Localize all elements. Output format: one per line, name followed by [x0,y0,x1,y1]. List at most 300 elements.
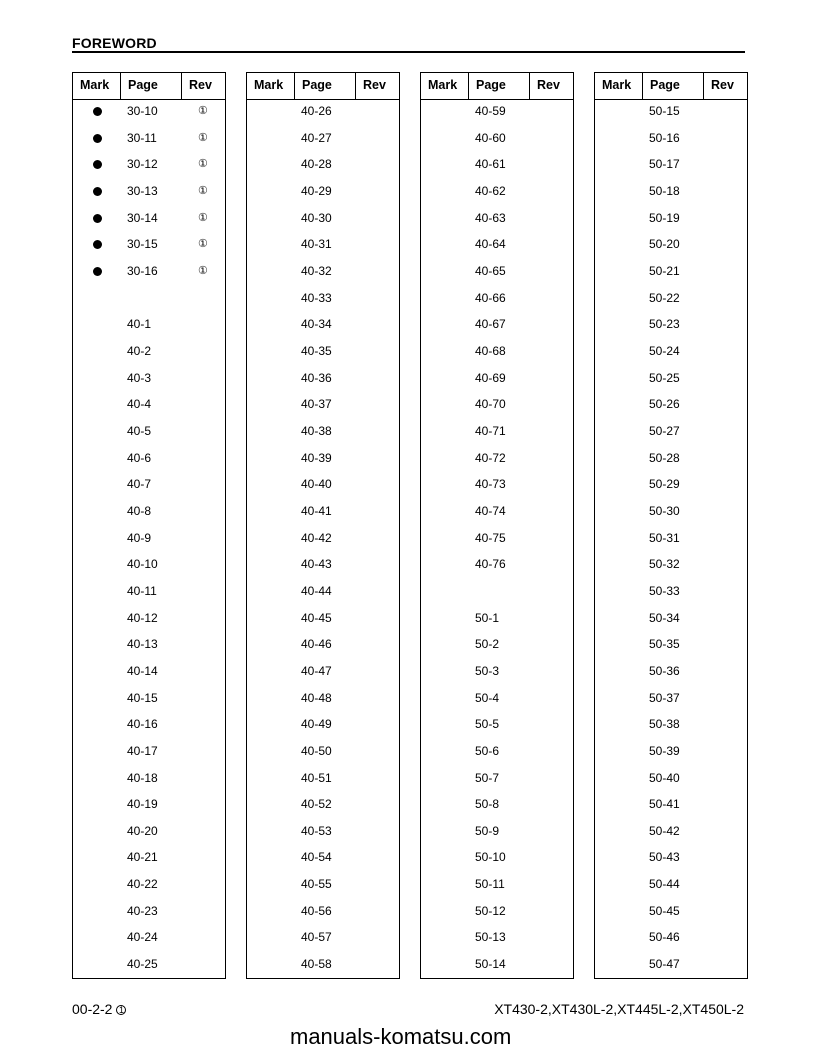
page-cell: 40-22 [127,877,158,892]
header-page: Page [643,73,704,99]
table-row [73,129,225,149]
page-cell: 40-59 [475,104,506,118]
page-cell: 30-12 [127,157,158,172]
table-row [73,955,225,975]
page-cell: 50-13 [475,930,506,945]
table-row [73,662,225,682]
page-cell: 50-8 [475,797,500,812]
page-cell: 40-11 [127,583,157,598]
table-row [247,848,399,868]
page-cell: 30-11 [127,130,157,145]
page-cell: 50-41 [649,797,680,812]
page-cell: 50-42 [649,823,680,838]
table-row [73,822,225,842]
table-row [421,689,573,709]
table-row [421,769,573,789]
table-row [247,715,399,735]
page-cell: 50-38 [649,717,680,732]
table-row [73,209,225,229]
page-cell: 40-15 [127,690,158,705]
page-cell: 40-67 [475,317,506,332]
table-row [247,742,399,762]
table-row [247,102,399,122]
table-row [595,742,747,762]
page-cell: 30-15 [127,237,158,252]
table-row [73,529,225,549]
table-row [247,902,399,922]
table-row [247,928,399,948]
table-row [247,795,399,815]
page-cell: 40-61 [475,157,506,172]
page-cell: 40-34 [301,317,332,332]
table-row [421,955,573,975]
table-row [421,635,573,655]
page-cell: 40-16 [127,717,158,732]
table-row [73,289,225,309]
page-cell: 40-21 [127,850,158,865]
table-row [595,848,747,868]
rev-cell: ① [198,211,208,224]
table-row [73,422,225,442]
page-cell: 40-32 [301,263,332,278]
header-mark: Mark [247,73,295,99]
table-row [595,715,747,735]
watermark: manuals-komatsu.com [290,1024,512,1049]
page-cell: 50-7 [475,770,500,785]
page-cell: 50-9 [475,823,500,838]
table-row [595,662,747,682]
table-row [73,182,225,202]
page-cell: 40-58 [301,957,332,972]
table-row [73,742,225,762]
header-page: Page [295,73,356,99]
page-cell: 40-6 [127,450,152,465]
rev-cell: ① [198,105,208,117]
page-cell: 40-38 [301,423,332,438]
page-cell: 50-29 [649,477,680,492]
page-cell: 50-47 [649,957,680,972]
page-cell: 40-44 [301,583,332,598]
revision-bullet-icon [93,240,102,249]
table-row [73,689,225,709]
table-row [247,822,399,842]
page-cell: 50-44 [649,877,680,892]
header-rev: Rev [189,78,212,92]
page-cell: 40-48 [301,690,332,705]
section-title: FOREWORD [72,35,157,51]
revision-bullet-icon [93,107,102,116]
table-row [73,155,225,175]
table-row [421,129,573,149]
revision-mark: 1 [116,1005,126,1015]
table-row [247,449,399,469]
page-cell: 40-68 [475,343,506,358]
page-cell: 50-30 [649,503,680,518]
table-row [595,635,747,655]
page-cell: 50-23 [649,317,680,332]
table-row [595,129,747,149]
table-row [421,449,573,469]
page-cell: 40-42 [301,530,332,545]
table-row [421,262,573,282]
table-row [247,129,399,149]
page-cell: 50-43 [649,850,680,865]
page-cell: 50-32 [649,557,680,572]
footer-page-number [72,1000,126,1018]
page-cell: 40-36 [301,370,332,385]
page-cell: 30-10 [127,104,158,118]
page-cell: 40-55 [301,877,332,892]
page-cell: 50-6 [475,743,500,758]
page-cell: 40-43 [301,557,332,572]
table-row [595,102,747,122]
table-row [421,928,573,948]
page-cell: 40-25 [127,957,158,972]
page-cell: 40-5 [127,423,152,438]
table-row [73,715,225,735]
page-cell: 40-65 [475,263,506,278]
revision-bullet-icon [93,187,102,196]
table-row [595,422,747,442]
title-rule [72,51,745,53]
rev-cell: ① [198,264,208,277]
table-row [247,502,399,522]
header-rev: Rev [537,78,560,92]
page-cell: 40-4 [127,397,152,412]
table-row [595,395,747,415]
page-cell: 40-71 [475,423,506,438]
page-cell: 50-35 [649,637,680,652]
table-row [247,182,399,202]
page-cell: 40-50 [301,743,332,758]
page-cell: 50-17 [649,157,680,172]
page-cell: 40-28 [301,157,332,172]
table-row [73,555,225,575]
page-cell: 50-16 [649,130,680,145]
table-row [595,928,747,948]
table-row [73,342,225,362]
table-row [595,315,747,335]
table-row [595,369,747,389]
table-row [595,449,747,469]
page-cell: 50-12 [475,903,506,918]
page-cell: 40-9 [127,530,152,545]
table-row [421,209,573,229]
table-row [595,475,747,495]
table-row [247,635,399,655]
page-cell: 40-62 [475,183,506,198]
page-cell: 50-19 [649,210,680,225]
table-row [595,502,747,522]
page-cell: 50-18 [649,183,680,198]
page-cell: 40-17 [127,743,158,758]
page-cell: 40-3 [127,370,152,385]
page-cell: 40-31 [301,237,332,252]
page-cell: 40-29 [301,183,332,198]
revision-table-4 [594,72,748,979]
header-page: Page [469,73,530,99]
page-cell: 40-10 [127,557,158,572]
page-cell: 40-56 [301,903,332,918]
table-row [421,529,573,549]
footer-models: XT430-2,XT430L-2,XT445L-2,XT450L-2 [494,1001,744,1017]
page-cell: 50-1 [475,610,500,625]
table-row [421,475,573,495]
table-row [595,289,747,309]
page-cell: 40-26 [301,104,332,118]
page-cell: 40-39 [301,450,332,465]
table-row [421,582,573,602]
page-cell: 50-33 [649,583,680,598]
table-row [595,555,747,575]
header-rev: Rev [363,78,386,92]
table-row [421,795,573,815]
page-cell: 40-20 [127,823,158,838]
page-cell: 50-14 [475,957,506,972]
page-cell: 40-63 [475,210,506,225]
table-row [73,928,225,948]
page-cell: 40-37 [301,397,332,412]
table-row [421,182,573,202]
table-header [73,73,225,100]
table-row [247,955,399,975]
table-row [421,555,573,575]
table-row [421,875,573,895]
table-row [421,289,573,309]
table-row [73,449,225,469]
page-cell: 40-72 [475,450,506,465]
page-cell: 40-23 [127,903,158,918]
table-row [421,235,573,255]
table-row [73,395,225,415]
page-cell: 40-14 [127,663,158,678]
table-row [421,715,573,735]
table-row [247,369,399,389]
table-row [421,369,573,389]
table-row [73,609,225,629]
page-cell: 30-13 [127,183,158,198]
table-row [421,155,573,175]
page-cell: 40-74 [475,503,506,518]
table-row [247,209,399,229]
page-number: 00-2-2 [72,1001,113,1017]
table-row [421,102,573,122]
table-row [421,315,573,335]
page-cell: 40-27 [301,130,332,145]
page-cell: 40-69 [475,370,506,385]
table-row [421,422,573,442]
table-row [73,315,225,335]
table-row [421,395,573,415]
table-row [73,795,225,815]
page-cell: 50-22 [649,290,680,305]
table-row [247,609,399,629]
table-row [247,155,399,175]
page-cell: 40-76 [475,557,506,572]
page-cell: 50-2 [475,637,500,652]
table-row [73,902,225,922]
page-cell: 40-2 [127,343,152,358]
page-cell: 50-10 [475,850,506,865]
revision-table-3 [420,72,574,979]
table-row [247,235,399,255]
table-row [595,955,747,975]
table-row [73,848,225,868]
table-row [73,502,225,522]
page-cell: 50-21 [649,263,680,278]
table-row [595,689,747,709]
header-page: Page [121,73,182,99]
table-row [595,235,747,255]
table-row [73,235,225,255]
page-cell: 50-4 [475,690,500,705]
page-cell: 40-1 [127,317,152,332]
table-row [595,155,747,175]
page-cell: 50-15 [649,104,680,118]
page-cell: 40-54 [301,850,332,865]
page-cell: 50-28 [649,450,680,465]
page-cell: 30-14 [127,210,158,225]
page-cell: 40-35 [301,343,332,358]
page-cell: 50-39 [649,743,680,758]
table-row [73,582,225,602]
page-cell: 40-7 [127,477,152,492]
header-rev: Rev [711,78,734,92]
rev-cell: ① [198,238,208,251]
table-row [247,662,399,682]
page-cell: 50-45 [649,903,680,918]
page-cell: 40-12 [127,610,158,625]
table-header [247,73,399,100]
page-cell: 40-30 [301,210,332,225]
revision-bullet-icon [93,267,102,276]
page-cell: 40-70 [475,397,506,412]
table-row [247,315,399,335]
table-row [595,609,747,629]
page-cell: 40-45 [301,610,332,625]
page-cell: 50-31 [649,530,680,545]
rev-cell: ① [198,131,208,144]
table-row [247,582,399,602]
page-cell: 40-18 [127,770,158,785]
rev-cell: ① [198,158,208,171]
page-cell: 50-34 [649,610,680,625]
page-cell: 50-11 [475,877,505,892]
table-row [595,875,747,895]
page-cell: 40-53 [301,823,332,838]
table-row [595,182,747,202]
page-cell: 40-46 [301,637,332,652]
page-cell: 40-52 [301,797,332,812]
table-row [421,342,573,362]
page-cell: 40-40 [301,477,332,492]
table-row [247,689,399,709]
page-cell: 40-33 [301,290,332,305]
table-header [421,73,573,100]
table-row [595,209,747,229]
page-cell: 50-5 [475,717,500,732]
table-row [73,475,225,495]
page-cell: 50-27 [649,423,680,438]
table-row [595,262,747,282]
revision-bullet-icon [93,160,102,169]
table-row [247,475,399,495]
table-row [247,555,399,575]
page-cell: 50-24 [649,343,680,358]
table-row [247,395,399,415]
table-row [73,635,225,655]
table-row [247,342,399,362]
table-row [247,289,399,309]
page-cell: 50-36 [649,663,680,678]
table-row [73,875,225,895]
page-cell: 40-47 [301,663,332,678]
page-cell: 40-57 [301,930,332,945]
page-cell: 50-40 [649,770,680,785]
page-cell: 40-8 [127,503,152,518]
revision-bullet-icon [93,214,102,223]
table-row [73,369,225,389]
table-row [247,529,399,549]
table-row [595,529,747,549]
table-row [421,822,573,842]
table-row [73,262,225,282]
header-mark: Mark [73,73,121,99]
table-row [595,769,747,789]
page-cell: 40-75 [475,530,506,545]
header-mark: Mark [595,73,643,99]
table-row [73,102,225,122]
page-cell: 40-66 [475,290,506,305]
page-cell: 50-3 [475,663,500,678]
page-cell: 50-25 [649,370,680,385]
table-row [595,822,747,842]
table-row [247,262,399,282]
page-cell: 50-20 [649,237,680,252]
page-cell: 40-24 [127,930,158,945]
table-row [595,342,747,362]
table-row [247,422,399,442]
revision-bullet-icon [93,134,102,143]
table-row [595,902,747,922]
page-cell: 40-64 [475,237,506,252]
table-row [73,769,225,789]
table-row [421,502,573,522]
page-cell: 40-13 [127,637,158,652]
table-row [421,742,573,762]
rev-cell: ① [198,184,208,197]
page-cell: 40-51 [301,770,332,785]
table-row [421,609,573,629]
page-cell: 40-60 [475,130,506,145]
table-row [595,795,747,815]
table-row [247,769,399,789]
page-cell: 40-49 [301,717,332,732]
page-cell: 50-46 [649,930,680,945]
revision-table-2 [246,72,400,979]
page-cell: 50-37 [649,690,680,705]
page-cell: 40-73 [475,477,506,492]
table-row [421,848,573,868]
header-mark: Mark [421,73,469,99]
revision-table-1 [72,72,226,979]
table-row [247,875,399,895]
table-row [595,582,747,602]
page-cell: 40-19 [127,797,158,812]
page-cell: 30-16 [127,263,158,278]
page-cell: 40-41 [301,503,332,518]
table-row [421,662,573,682]
